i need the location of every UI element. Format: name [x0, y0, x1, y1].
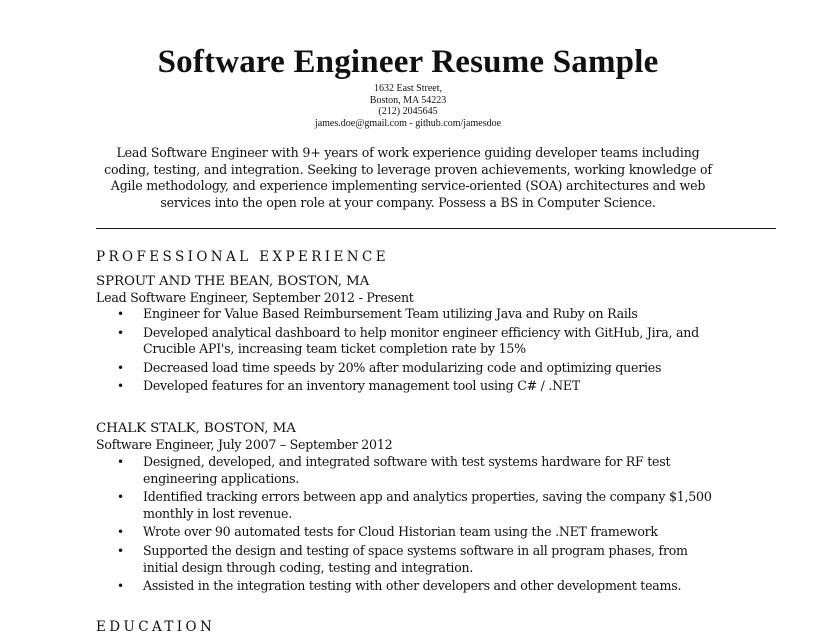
- contact-city: Boston, MA 54223: [369, 94, 447, 106]
- job-company: SPROUT AND THE BEAN, BOSTON, MA: [96, 274, 370, 289]
- bullet-icon: •: [117, 543, 124, 558]
- bullet-icon: •: [117, 360, 124, 375]
- list-item: • Developed analytical dashboard to help monitor engineer efficiency with GitHub, Jira, and Crucible API's, increasing team ticket completion rate by 15%: [117, 324, 699, 357]
- bullet-icon: •: [117, 307, 124, 321]
- contact-email-github: james.doe@gmail.com - github.com/jamesdoe: [314, 117, 502, 129]
- list-item: • Decreased load time speeds by 20% after modularizing code and optimizing queries: [117, 359, 662, 375]
- list-item: • Designed, developed, and integrated software with test systems hardware for RF test engineering applications.: [117, 454, 671, 486]
- job-bullet-list: [96, 306, 726, 397]
- bullet-icon: •: [117, 490, 124, 505]
- contact-phone: (212) 2045645: [378, 106, 438, 117]
- job-role: Software Engineer, July 2007 – September 2012: [96, 437, 393, 452]
- bullet-icon: •: [117, 525, 124, 540]
- contact-street: 1632 East Street,: [373, 83, 443, 94]
- list-item: • Supported the design and testing of space systems software in all program phases, from initial design through coding, testing and integration.: [117, 542, 688, 575]
- job-role: Lead Software Engineer, September 2012 - Present: [96, 290, 414, 305]
- job-bullet-list: [96, 454, 726, 597]
- list-item: • Developed features for an inventory management tool using C# / .NET: [117, 378, 581, 394]
- list-item: • Wrote over 90 automated tests for Cloud Historian team using the .NET framework: [117, 524, 658, 540]
- list-item: • Identified tracking errors between app and analytics properties, saving the company $1,500 monthly in lost revenue.: [117, 489, 712, 521]
- list-item: • Engineer for Value Based Reimbursement Team utilizing Java and Ruby on Rails: [117, 306, 638, 321]
- list-item: • Assisted in the integration testing with other developers and other development teams.: [117, 578, 682, 594]
- section-divider: [96, 228, 776, 229]
- bullet-icon: •: [117, 455, 124, 469]
- education-heading: EDUCATION: [96, 619, 216, 635]
- job-company: CHALK STALK, BOSTON, MA: [96, 421, 296, 436]
- bullet-icon: •: [117, 325, 124, 340]
- contact-block: [0, 83, 816, 129]
- resume-title: Software Engineer Resume Sample: [157, 44, 659, 80]
- summary-paragraph: Lead Software Engineer with 9+ years of work experience guiding developer teams including coding, testing, and integration. Seeking to leverage proven achievements, working knowledge of Agile methodology, and experience implementing service-oriented (SOA) architectures and web services into the open role at your company. Possess a BS in Computer Science.: [104, 145, 712, 210]
- bullet-icon: •: [117, 379, 124, 394]
- experience-heading: PROFESSIONAL EXPERIENCE: [96, 249, 389, 265]
- bullet-icon: •: [117, 579, 124, 594]
